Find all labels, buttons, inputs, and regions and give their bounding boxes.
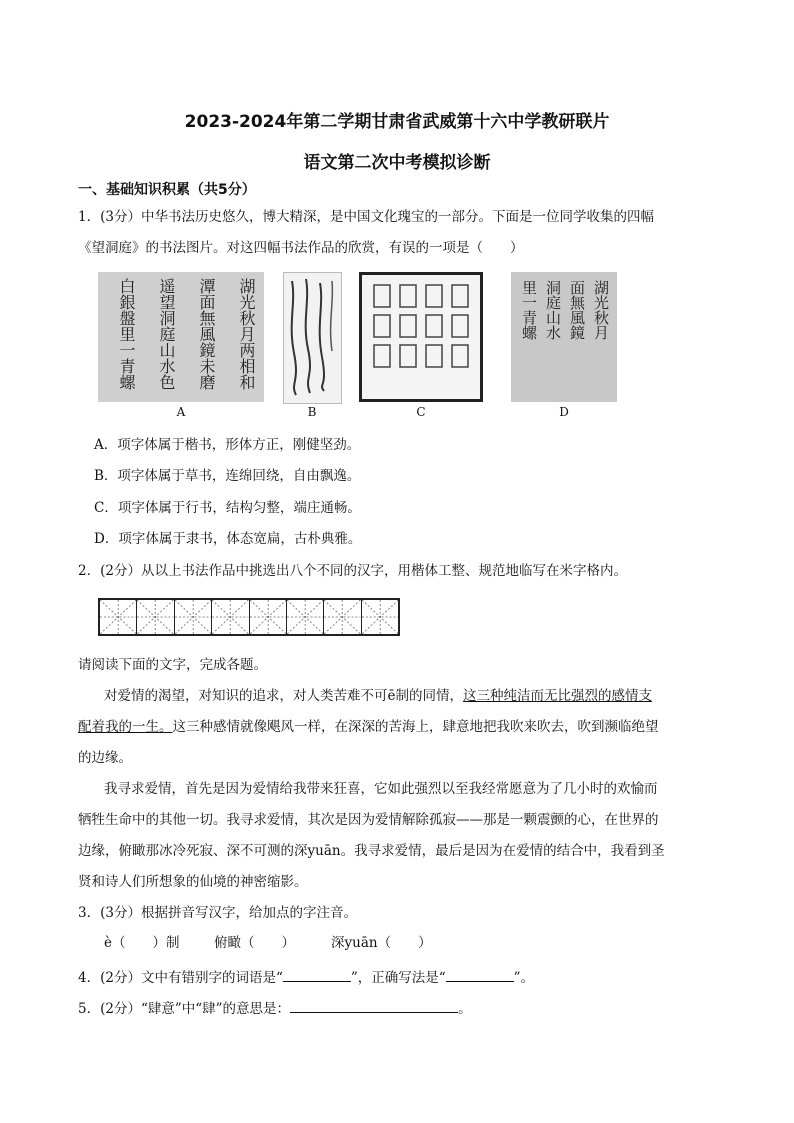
q5-text-1: 5．(2分）“肆意”中“肆”的意思是：: [78, 1001, 291, 1017]
q5-answer-blank[interactable]: [290, 998, 458, 1013]
seal-script-pattern: [362, 275, 480, 399]
q4-answer-blank-1[interactable]: [283, 967, 351, 982]
calligraphy-image-d: [511, 272, 617, 402]
grid-cell[interactable]: [324, 600, 361, 634]
q1-option-a[interactable]: A．项字体属于楷书，形体方正，刚健坚劲。: [94, 437, 361, 453]
reading-p2-line3: 边缘，俯瞰那冰冷死寂、深不可测的深yuān。我寻求爱情，最后是因为在爱情的结合中，我看到圣: [78, 843, 665, 859]
cursive-script-scribble: [284, 273, 341, 403]
grid-cell[interactable]: [100, 600, 137, 634]
q1-option-c[interactable]: C．项字体属于行书，结构匀整，端庄通畅。: [94, 500, 361, 516]
reading-p1-text-a: 对爱情的渴望，对知识的追求，对人类苦难不可ē制的同情，: [104, 688, 463, 704]
q1-option-b[interactable]: B．项字体属于草书，连绵回绕，自由飘逸。: [94, 468, 361, 484]
grid-cell[interactable]: [287, 600, 324, 634]
grid-cell[interactable]: [212, 600, 249, 634]
q5-line: [78, 998, 472, 1018]
reading-p2-line4: 贤和诗人们所想象的仙境的神密缩影。: [78, 874, 308, 890]
calligraphy-a-col3: 遥望洞庭山水色: [157, 278, 176, 390]
image-label-d: D: [559, 405, 569, 419]
image-label-b: B: [307, 405, 317, 419]
q3-item-1[interactable]: è（ ）制: [104, 935, 180, 951]
calligraphy-image-c: [359, 272, 483, 402]
image-label-a: A: [176, 405, 186, 419]
q4-text-3: ”。: [513, 970, 535, 986]
paper-title-line2: 语文第二次中考模拟诊断: [303, 153, 491, 173]
paper-title-line1: 2023-2024年第二学期甘肃省武威第十六中学教研联片: [184, 112, 610, 132]
reading-intro: 请阅读下面的文字，完成各题。: [78, 657, 267, 673]
reading-p1-underlined-1: 这三种纯洁而无比强烈的感情支: [463, 688, 652, 704]
q4-text-2: ”，正确写法是“: [350, 970, 446, 986]
q2-text: 2．(2分）从以上书法作品中挑选出八个不同的汉字，用楷体工整、规范地临写在米字格内。: [78, 563, 627, 579]
reading-p2-line1: 我寻求爱情，首先是因为爱情给我带来狂喜，它如此强烈以至我经常愿意为了几小时的欢愉而: [104, 781, 658, 797]
reading-p2-line2: 牺牲生命中的其他一切。我寻求爱情，其次是因为爱情解除孤寂——那是一颗震颤的心，在世界的: [78, 812, 659, 828]
grid-cell[interactable]: [137, 600, 174, 634]
q4-text-1: 4．(2分）文中有错别字的词语是“: [78, 970, 283, 986]
calligraphy-a-col2: 潭面無風鏡未磨: [197, 278, 216, 390]
section-heading: 一、基础知识积累（共5分）: [78, 182, 256, 198]
grid-cell[interactable]: [175, 600, 212, 634]
q4-line: [78, 967, 534, 987]
grid-cell[interactable]: [250, 600, 287, 634]
reading-p1-line2: [78, 718, 659, 736]
reading-p1-underlined-2: 配着我的一生。: [78, 719, 173, 735]
calligraphy-d-col2: 面無風鏡: [568, 280, 586, 340]
calligraphy-d-col3: 洞庭山水: [544, 280, 562, 340]
reading-p1-text-b: 这三种感情就像飓风一样，在深深的苦海上，肆意地把我吹来吹去，吹到濒临绝望: [172, 719, 659, 735]
reading-p1-line1: [104, 687, 652, 705]
q3-text: 3．(3分）根据拼音写汉字，给加点的字注音。: [78, 905, 357, 921]
mi-character-grid[interactable]: [98, 598, 400, 636]
grid-cell[interactable]: [362, 600, 398, 634]
q4-answer-blank-2[interactable]: [446, 967, 514, 982]
q3-item-2[interactable]: 俯瞰（ ）: [214, 935, 295, 951]
calligraphy-image-b: [283, 272, 342, 404]
calligraphy-d-col1: 湖光秋月: [592, 280, 610, 340]
calligraphy-a-col4: 白銀盤里一青螺: [117, 278, 136, 390]
q1-option-d[interactable]: D．项字体属于隶书，体态宽扁，古朴典雅。: [94, 531, 362, 547]
q3-item-3[interactable]: 深yuān（ ）: [331, 935, 432, 951]
q5-text-2: 。: [458, 1001, 472, 1017]
calligraphy-a-col1: 湖光秋月两相和: [237, 278, 256, 390]
q1-text-line1: 1．(3分）中华书法历史悠久，博大精深，是中国文化瑰宝的一部分。下面是一位同学收集的四幅: [78, 209, 654, 225]
image-label-c: C: [416, 405, 426, 419]
q1-text-line2: 《望洞庭》的书法图片。对这四幅书法作品的欣赏，有误的一项是（ ）: [78, 240, 524, 256]
calligraphy-image-a: [98, 272, 264, 402]
calligraphy-d-col4: 里一青螺: [520, 280, 538, 340]
reading-p1-line3: 的边缘。: [78, 750, 132, 766]
